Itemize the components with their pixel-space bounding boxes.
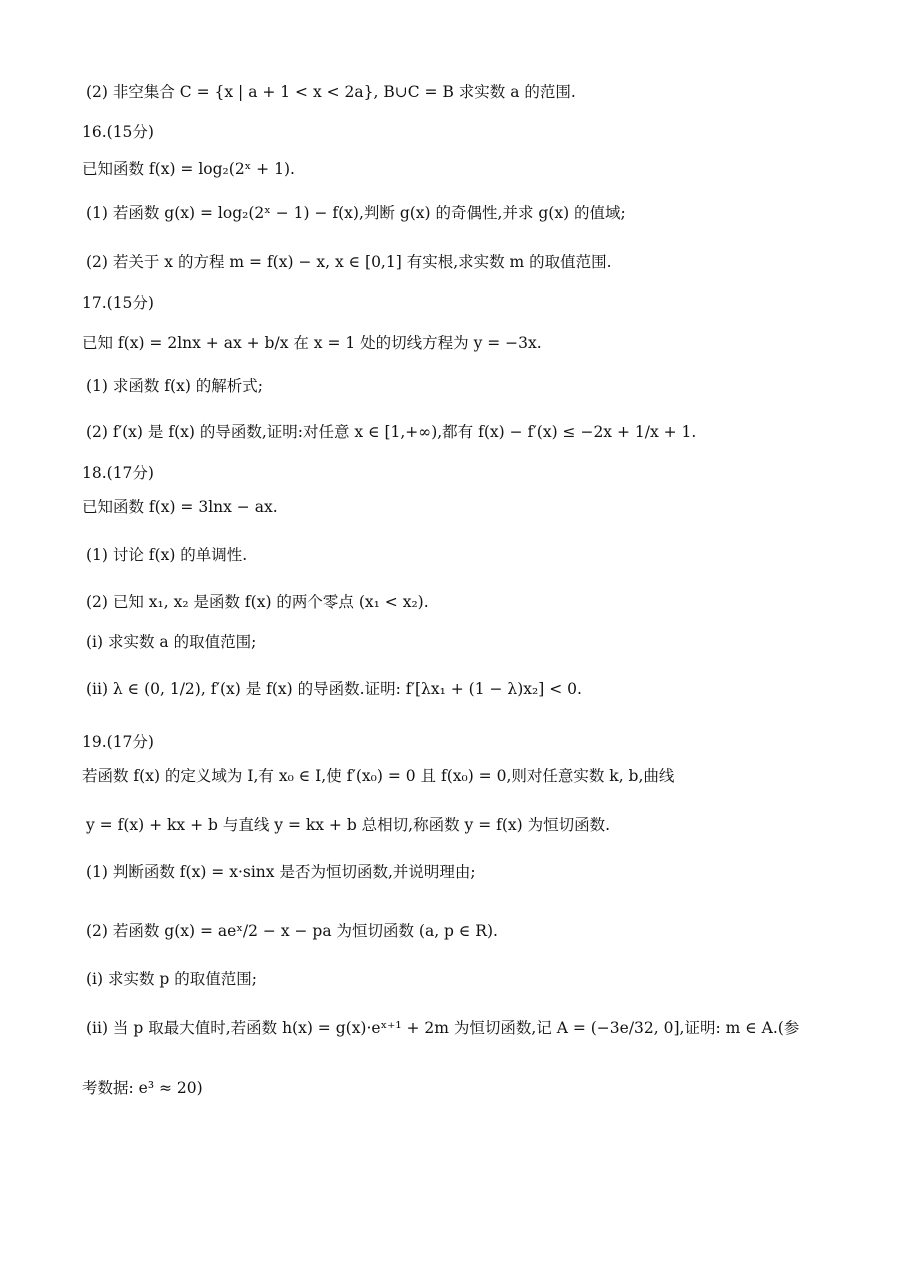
- text-line-1: (2) 非空集合 C = {x | a + 1 < x < 2a}, B∪C = B 求实数 a 的范围.: [86, 83, 576, 101]
- text-line-17: 若函数 f(x) 的定义域为 I,有 x₀ ∈ I,使 f′(x₀) = 0 且 f(x₀) = 0,则对任意实数 k, b,曲线: [82, 767, 675, 785]
- text-line-16: 19.(17分): [82, 733, 154, 751]
- text-line-15: (ii) λ ∈ (0, 1/2), f′(x) 是 f(x) 的导函数.证明: f′[λx₁ + (1 − λ)x₂] < 0.: [86, 680, 582, 698]
- text-line-8: (1) 求函数 f(x) 的解析式;: [86, 377, 264, 395]
- text-line-7: 已知 f(x) = 2lnx + ax + b/x 在 x = 1 处的切线方程为 y = −3x.: [82, 334, 542, 352]
- text-line-6: 17.(15分): [82, 294, 154, 312]
- text-line-12: (1) 讨论 f(x) 的单调性.: [86, 546, 248, 564]
- text-line-23: 考数据: e³ ≈ 20): [82, 1079, 203, 1097]
- text-line-14: (i) 求实数 a 的取值范围;: [86, 633, 257, 651]
- text-line-9: (2) f′(x) 是 f(x) 的导函数,证明:对任意 x ∈ [1,+∞),都有 f(x) − f′(x) ≤ −2x + 1/x + 1.: [86, 423, 697, 441]
- text-line-11: 已知函数 f(x) = 3lnx − ax.: [82, 498, 278, 516]
- text-line-22: (ii) 当 p 取最大值时,若函数 h(x) = g(x)·eˣ⁺¹ + 2m 为恒切函数,记 A = (−3e/32, 0],证明: m ∈ A.(参: [86, 1019, 800, 1037]
- text-line-10: 18.(17分): [82, 464, 154, 482]
- text-line-4: (1) 若函数 g(x) = log₂(2ˣ − 1) − f(x),判断 g(x) 的奇偶性,并求 g(x) 的值域;: [86, 204, 626, 222]
- text-line-13: (2) 已知 x₁, x₂ 是函数 f(x) 的两个零点 (x₁ < x₂).: [86, 593, 429, 611]
- text-line-3: 已知函数 f(x) = log₂(2ˣ + 1).: [82, 160, 295, 178]
- text-line-18: y = f(x) + kx + b 与直线 y = kx + b 总相切,称函数 y = f(x) 为恒切函数.: [86, 816, 611, 834]
- text-line-2: 16.(15分): [82, 123, 154, 141]
- text-line-5: (2) 若关于 x 的方程 m = f(x) − x, x ∈ [0,1] 有实根,求实数 m 的取值范围.: [86, 253, 612, 271]
- text-line-20: (2) 若函数 g(x) = aeˣ/2 − x − pa 为恒切函数 (a, p ∈ R).: [86, 922, 498, 940]
- text-line-19: (1) 判断函数 f(x) = x·sinx 是否为恒切函数,并说明理由;: [86, 863, 476, 881]
- text-line-21: (i) 求实数 p 的取值范围;: [86, 970, 257, 988]
